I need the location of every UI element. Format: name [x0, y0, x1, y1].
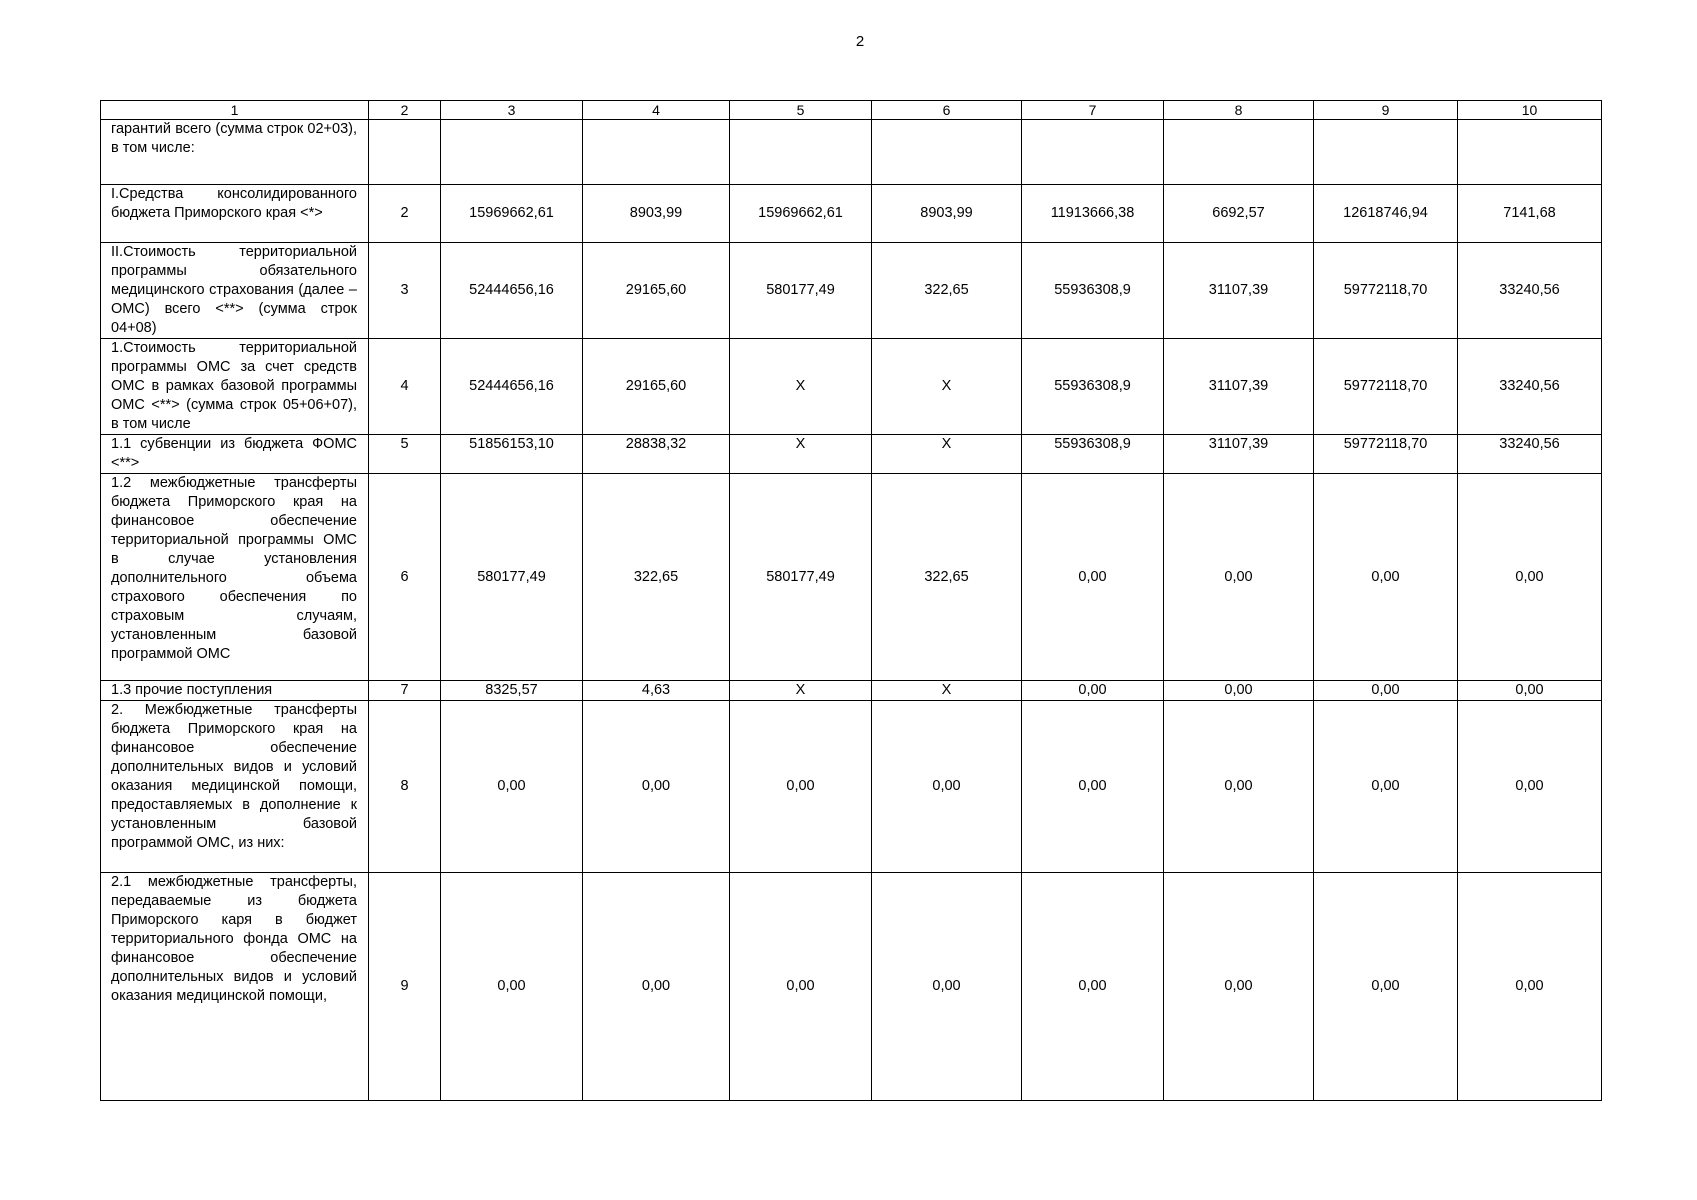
value-cell: 33240,56: [1458, 243, 1602, 339]
value-cell: 33240,56: [1458, 339, 1602, 435]
column-number: 8: [1164, 101, 1314, 120]
value-cell: 0,00: [441, 873, 583, 1101]
financing-table: [100, 100, 1602, 1101]
value-cell: 0,00: [1314, 681, 1458, 701]
column-number: 10: [1458, 101, 1602, 120]
column-number: 3: [441, 101, 583, 120]
value-cell: 0,00: [1314, 873, 1458, 1101]
value-cell: 0,00: [730, 701, 872, 873]
row-label: 1.2 межбюджетные трансферты бюджета Приморского края на финансовое обеспечение территориальной программы ОМС в случае установления дополнительного объема страхового обеспечения по страховым случаям, установленным базовой программой ОМС: [101, 474, 369, 681]
value-cell: X: [872, 435, 1022, 474]
value-cell: 0,00: [1022, 701, 1164, 873]
value-cell: 0,00: [1022, 873, 1164, 1101]
value-cell: 580177,49: [730, 243, 872, 339]
row-label: II.Стоимость территориальной программы обязательного медицинского страхования (далее – ОМС) всего <**> (сумма строк 04+08): [101, 243, 369, 339]
value-cell: 33240,56: [1458, 435, 1602, 474]
line-number: 8: [369, 701, 441, 873]
value-cell: 4,63: [583, 681, 730, 701]
value-cell: 31107,39: [1164, 339, 1314, 435]
table-row: [101, 873, 1602, 1101]
page-number: 2: [855, 34, 865, 46]
value-cell: [730, 120, 872, 185]
value-cell: 52444656,16: [441, 339, 583, 435]
value-cell: 322,65: [583, 474, 730, 681]
value-cell: 55936308,9: [1022, 243, 1164, 339]
value-cell: 322,65: [872, 474, 1022, 681]
value-cell: 8903,99: [583, 185, 730, 243]
value-cell: [1458, 120, 1602, 185]
value-cell: 0,00: [441, 701, 583, 873]
value-cell: 0,00: [1458, 681, 1602, 701]
line-number: 5: [369, 435, 441, 474]
value-cell: 0,00: [872, 701, 1022, 873]
column-number: 7: [1022, 101, 1164, 120]
row-label: 2. Межбюджетные трансферты бюджета Приморского края на финансовое обеспечение дополнительных видов и условий оказания медицинской помощи, предоставляемых в дополнение к установленным базовой программой ОМС, из них:: [101, 701, 369, 873]
value-cell: 0,00: [1458, 873, 1602, 1101]
line-number: 2: [369, 185, 441, 243]
column-number: 4: [583, 101, 730, 120]
row-label: 1.3 прочие поступления: [101, 681, 369, 701]
value-cell: X: [872, 681, 1022, 701]
value-cell: 0,00: [1164, 474, 1314, 681]
value-cell: 0,00: [1458, 701, 1602, 873]
table-row: [101, 120, 1602, 185]
value-cell: 0,00: [1458, 474, 1602, 681]
value-cell: 12618746,94: [1314, 185, 1458, 243]
row-label: I.Средства консолидированного бюджета Приморского края <*>: [101, 185, 369, 243]
table-row: [101, 681, 1602, 701]
value-cell: 15969662,61: [441, 185, 583, 243]
value-cell: 0,00: [1022, 681, 1164, 701]
value-cell: 6692,57: [1164, 185, 1314, 243]
value-cell: 0,00: [583, 873, 730, 1101]
value-cell: 29165,60: [583, 339, 730, 435]
line-number: 3: [369, 243, 441, 339]
table-row: [101, 339, 1602, 435]
value-cell: 0,00: [1164, 873, 1314, 1101]
column-number-row: [101, 101, 1602, 120]
value-cell: 580177,49: [730, 474, 872, 681]
value-cell: 0,00: [1164, 701, 1314, 873]
line-number: 6: [369, 474, 441, 681]
value-cell: 11913666,38: [1022, 185, 1164, 243]
table-row: [101, 243, 1602, 339]
value-cell: 29165,60: [583, 243, 730, 339]
value-cell: 8325,57: [441, 681, 583, 701]
line-number: 7: [369, 681, 441, 701]
value-cell: 0,00: [1022, 474, 1164, 681]
value-cell: [872, 120, 1022, 185]
line-number: 4: [369, 339, 441, 435]
value-cell: 59772118,70: [1314, 243, 1458, 339]
value-cell: 55936308,9: [1022, 435, 1164, 474]
value-cell: 0,00: [1314, 474, 1458, 681]
value-cell: X: [730, 681, 872, 701]
value-cell: 322,65: [872, 243, 1022, 339]
value-cell: [441, 120, 583, 185]
value-cell: [1314, 120, 1458, 185]
value-cell: 0,00: [583, 701, 730, 873]
value-cell: 51856153,10: [441, 435, 583, 474]
value-cell: 55936308,9: [1022, 339, 1164, 435]
value-cell: [1022, 120, 1164, 185]
value-cell: 0,00: [1314, 701, 1458, 873]
row-label: 1.Стоимость территориальной программы ОМС за счет средств ОМС в рамках базовой программы ОМС <**> (сумма строк 05+06+07), в том числе: [101, 339, 369, 435]
value-cell: 31107,39: [1164, 243, 1314, 339]
value-cell: 7141,68: [1458, 185, 1602, 243]
value-cell: 0,00: [730, 873, 872, 1101]
value-cell: 52444656,16: [441, 243, 583, 339]
value-cell: [1164, 120, 1314, 185]
value-cell: 580177,49: [441, 474, 583, 681]
column-number: 5: [730, 101, 872, 120]
row-label: 2.1 межбюджетные трансферты, передаваемые из бюджета Приморского каря в бюджет территориального фонда ОМС на финансовое обеспечение дополнительных видов и условий оказания медицинской помощи,: [101, 873, 369, 1101]
value-cell: 31107,39: [1164, 435, 1314, 474]
value-cell: 0,00: [1164, 681, 1314, 701]
column-number: 2: [369, 101, 441, 120]
value-cell: 8903,99: [872, 185, 1022, 243]
table-row: [101, 435, 1602, 474]
value-cell: X: [730, 339, 872, 435]
row-label: 1.1 субвенции из бюджета ФОМС <**>: [101, 435, 369, 474]
row-label: гарантий всего (сумма строк 02+03), в том числе:: [101, 120, 369, 185]
column-number: 1: [101, 101, 369, 120]
value-cell: 28838,32: [583, 435, 730, 474]
line-number: 9: [369, 873, 441, 1101]
value-cell: X: [872, 339, 1022, 435]
line-number: [369, 120, 441, 185]
column-number: 9: [1314, 101, 1458, 120]
value-cell: 59772118,70: [1314, 435, 1458, 474]
value-cell: [583, 120, 730, 185]
table-row: [101, 701, 1602, 873]
value-cell: 15969662,61: [730, 185, 872, 243]
value-cell: 0,00: [872, 873, 1022, 1101]
table-row: [101, 185, 1602, 243]
column-number: 6: [872, 101, 1022, 120]
value-cell: 59772118,70: [1314, 339, 1458, 435]
value-cell: X: [730, 435, 872, 474]
table-row: [101, 474, 1602, 681]
